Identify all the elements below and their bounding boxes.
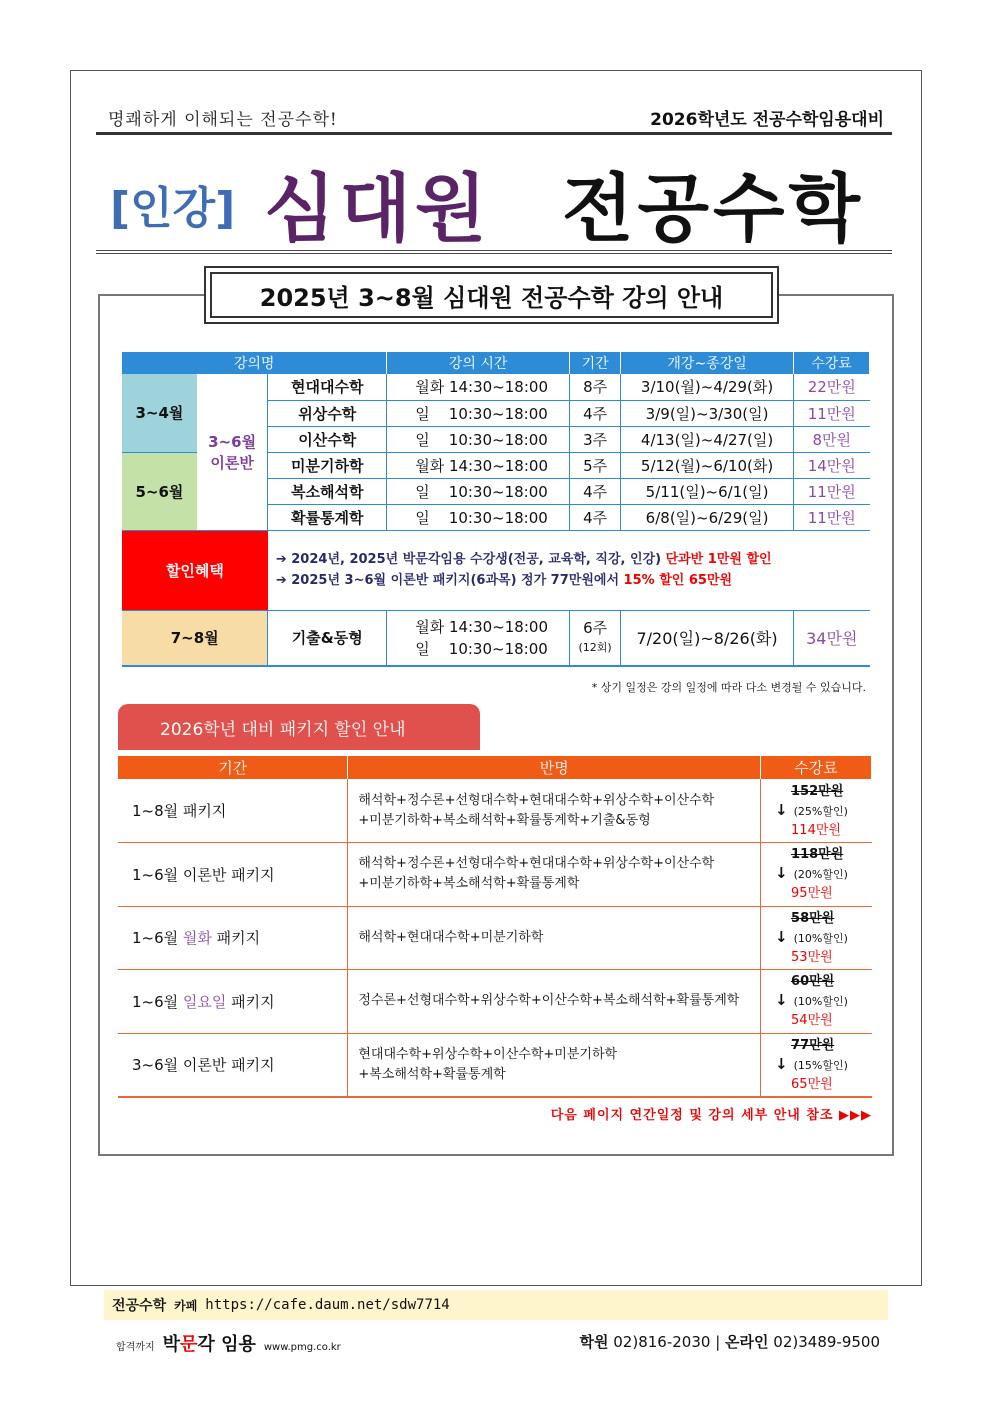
original-price: 152만원 [791, 783, 844, 799]
lecture-fee: 22만원 [794, 374, 870, 400]
package-subjects [348, 1033, 761, 1097]
subject-name: 미분기하학 [268, 452, 387, 478]
package-name: 3~6월 이론반 패키지 [118, 1033, 348, 1097]
discount-percent: (25%할인) [793, 804, 848, 818]
header-dates: 개강~종강일 [621, 352, 794, 374]
discounted-price: 54만원 [791, 1013, 833, 1029]
cafe-link[interactable]: https://cafe.daum.net/sdw7714 [205, 1297, 450, 1313]
lecture-dates: 4/13(일)~4/27(일) [621, 426, 794, 452]
lecture-time: 월화 14:30~18:00 [387, 452, 570, 478]
lecture-fee: 11만원 [794, 478, 870, 504]
lecture-dates: 3/9(일)~3/30(일) [621, 400, 794, 426]
table-row [118, 970, 872, 1034]
discount-line1-highlight: 단과반 1만원 할인 [665, 552, 772, 567]
group-mar-apr: 3~4월 [122, 374, 197, 452]
discount-line2-highlight: 15% 할인 65만원 [623, 573, 733, 588]
discount-line-2 [276, 570, 870, 591]
cafe-label: 전공수학 [112, 1298, 167, 1314]
package-name [118, 970, 348, 1034]
summer-subject: 기출&동형 [268, 610, 387, 666]
main-title [96, 146, 892, 252]
lecture-weeks: 8주 [570, 374, 621, 400]
package-tab-title: 2026학년 대비 패키지 할인 안내 [118, 704, 480, 750]
lecture-fee: 11만원 [794, 504, 870, 530]
publisher-site-link[interactable]: www.pmg.co.kr [263, 1342, 341, 1353]
subject-name: 복소해석학 [268, 478, 387, 504]
package-subjects-line2: +미분기하학+복소해석학+확률통계학+기출&동형 [358, 812, 651, 828]
original-price: 60만원 [791, 974, 835, 990]
lecture-weeks: 4주 [570, 478, 621, 504]
discount-percent: (15%할인) [793, 1058, 848, 1072]
arrow-down-icon: ↓ [775, 864, 788, 883]
arrow-right-icon: ➔ [275, 573, 287, 588]
arrow-down-icon: ↓ [775, 800, 788, 819]
package-subjects-line2: +미분기하학+복소해석학+확률통계학 [358, 876, 580, 892]
title-divider [96, 250, 892, 254]
lecture-dates: 3/10(월)~4/29(화) [621, 374, 794, 400]
arrow-down-icon: ↓ [775, 927, 788, 946]
contact-separator: | [715, 1333, 726, 1351]
online-label: 온라인 [725, 1333, 769, 1351]
summer-dates: 7/20(일)~8/26(화) [621, 610, 794, 666]
package-name: 1~6월 이론반 패키지 [118, 843, 348, 907]
original-price: 77만원 [791, 1037, 835, 1053]
title-subject: 전공수학 [562, 166, 864, 252]
cafe-word: 카페 [174, 1298, 198, 1313]
info-banner: 2025년 3~8월 심대원 전공수학 강의 안내 [210, 272, 773, 318]
discount-percent: (10%할인) [793, 931, 848, 945]
academy-label: 학원 [579, 1333, 609, 1351]
package-price [761, 906, 872, 970]
package-subjects: 해석학+현대대수학+미분기하학 [348, 906, 761, 970]
lecture-weeks: 4주 [570, 400, 621, 426]
discount-line1-text: 2024년, 2025년 박문각임용 수강생(전공, 교육학, 직강, 인강) [291, 552, 662, 567]
table-row [118, 906, 872, 970]
package-table [118, 756, 872, 1098]
summer-sessions: (12회) [578, 640, 612, 654]
discounted-price: 65만원 [791, 1076, 833, 1092]
package-name-prefix: 1~6월 [132, 929, 183, 948]
discount-percent: (20%할인) [793, 868, 848, 882]
academy-phone: 02)816-2030 [613, 1333, 711, 1351]
package-name-prefix: 1~6월 [132, 992, 183, 1011]
logo-brand [163, 1330, 256, 1356]
header-package-fee: 수강료 [761, 756, 872, 779]
schedule-note: * 상기 일정은 강의 일정에 따라 다소 변경될 수 있습니다. [591, 681, 866, 694]
discounted-price: 114만원 [791, 822, 841, 838]
summer-weeks [570, 610, 621, 666]
original-price: 118만원 [791, 847, 844, 863]
subject-name: 이산수학 [268, 426, 387, 452]
summer-time-sunday: 일 10:30~18:00 [415, 639, 548, 658]
package-subjects-line1: 해석학+정수론+선형대수학+현대대수학+위상수학+이산수학 [358, 856, 715, 872]
lecture-weeks: 3주 [570, 426, 621, 452]
lecture-fee: 14만원 [794, 452, 870, 478]
publisher-logo [116, 1330, 341, 1356]
header-period: 기간 [570, 352, 621, 374]
summer-time [387, 610, 570, 666]
logo-brand-part1: 박 [162, 1334, 181, 1355]
lecture-header-row [122, 352, 870, 374]
table-row [122, 374, 870, 400]
footer-contact [580, 1331, 881, 1352]
theory-line2: 이론반 [210, 453, 254, 472]
subject-name: 현대대수학 [268, 374, 387, 400]
lecture-dates: 5/11(일)~6/1(일) [621, 478, 794, 504]
package-name-highlight: 월화 [182, 929, 212, 948]
lecture-fee: 11만원 [794, 400, 870, 426]
header-package-period: 기간 [118, 756, 348, 779]
package-price [761, 1033, 872, 1097]
header-time: 강의 시간 [387, 352, 570, 374]
header-fee: 수강료 [794, 352, 870, 374]
lecture-time: 일 10:30~18:00 [387, 400, 570, 426]
header-package-class: 반명 [348, 756, 761, 779]
group-may-jun: 5~6월 [122, 452, 197, 530]
package-name-highlight: 일요일 [182, 992, 227, 1011]
discount-details [268, 530, 870, 610]
lecture-time: 일 10:30~18:00 [387, 478, 570, 504]
lecture-weeks: 4주 [570, 504, 621, 530]
package-header-row [118, 756, 872, 779]
header-divider [96, 132, 892, 135]
summer-period: 7~8월 [122, 610, 268, 666]
tagline: 명쾌하게 이해되는 전공수학! [108, 110, 338, 130]
title-bracket: [인강] [110, 183, 236, 234]
package-price [761, 779, 872, 843]
summer-fee: 34만원 [794, 610, 870, 666]
original-price: 58만원 [791, 910, 835, 926]
title-instructor: 심대원 [264, 166, 491, 252]
table-row [118, 843, 872, 907]
package-subjects: 정수론+선형대수학+위상수학+이산수학+복소해석학+확률통계학 [348, 970, 761, 1034]
logo-tagline: 합격까지 [116, 1342, 155, 1353]
package-subjects [348, 779, 761, 843]
package-subjects [348, 843, 761, 907]
subject-name: 위상수학 [268, 400, 387, 426]
subject-name: 확률통계학 [268, 504, 387, 530]
discount-line-1 [276, 549, 870, 570]
package-name-suffix: 패키지 [211, 929, 261, 948]
lecture-dates: 5/12(월)~6/10(화) [621, 452, 794, 478]
package-price [761, 970, 872, 1034]
lecture-time: 일 10:30~18:00 [387, 426, 570, 452]
package-subjects-line2: +복소해석학+확률통계학 [358, 1066, 506, 1082]
next-page-note: 다음 페이지 연간일정 및 강의 세부 안내 참조 ▶▶▶ [550, 1108, 872, 1123]
arrow-down-icon: ↓ [775, 991, 788, 1010]
discount-label: 할인혜택 [122, 530, 268, 610]
header-course: 강의명 [122, 352, 387, 374]
lecture-weeks: 5주 [570, 452, 621, 478]
package-name-suffix: 패키지 [226, 992, 275, 1011]
lecture-time: 월화 14:30~18:00 [387, 374, 570, 400]
package-name [118, 906, 348, 970]
discount-line2-text: 2025년 3~6월 이론반 패키지(6과목) 정가 77만원에서 [291, 573, 620, 588]
discount-row [122, 530, 870, 610]
lecture-time: 일 10:30~18:00 [387, 504, 570, 530]
package-name: 1~8월 패키지 [118, 779, 348, 843]
discounted-price: 53만원 [791, 949, 833, 965]
lecture-table [122, 352, 870, 667]
online-phone: 02)3489-9500 [773, 1333, 880, 1351]
theory-class-label [197, 374, 268, 530]
table-row [118, 1033, 872, 1097]
lecture-fee: 8만원 [794, 426, 870, 452]
table-row [118, 779, 872, 843]
discounted-price: 95만원 [791, 886, 833, 902]
arrow-right-icon: ➔ [275, 552, 287, 567]
logo-brand-part2: 문 [180, 1334, 198, 1355]
cafe-bar [104, 1290, 888, 1320]
arrow-down-icon: ↓ [775, 1054, 788, 1073]
logo-brand-part3: 각 임용 [197, 1334, 256, 1355]
edition-label: 2026학년도 전공수학임용대비 [650, 110, 884, 130]
lecture-dates: 6/8(일)~6/29(일) [621, 504, 794, 530]
summer-weeks-count: 6주 [583, 618, 608, 637]
summer-row [122, 610, 870, 666]
package-price [761, 843, 872, 907]
theory-line1: 3~6월 [208, 432, 257, 451]
discount-percent: (10%할인) [793, 995, 848, 1009]
package-subjects-line1: 해석학+정수론+선형대수학+현대대수학+위상수학+이산수학 [358, 792, 715, 808]
package-subjects-line1: 현대대수학+위상수학+이산수학+미분기하학 [358, 1046, 618, 1062]
summer-time-weekday: 월화 14:30~18:00 [415, 617, 548, 636]
